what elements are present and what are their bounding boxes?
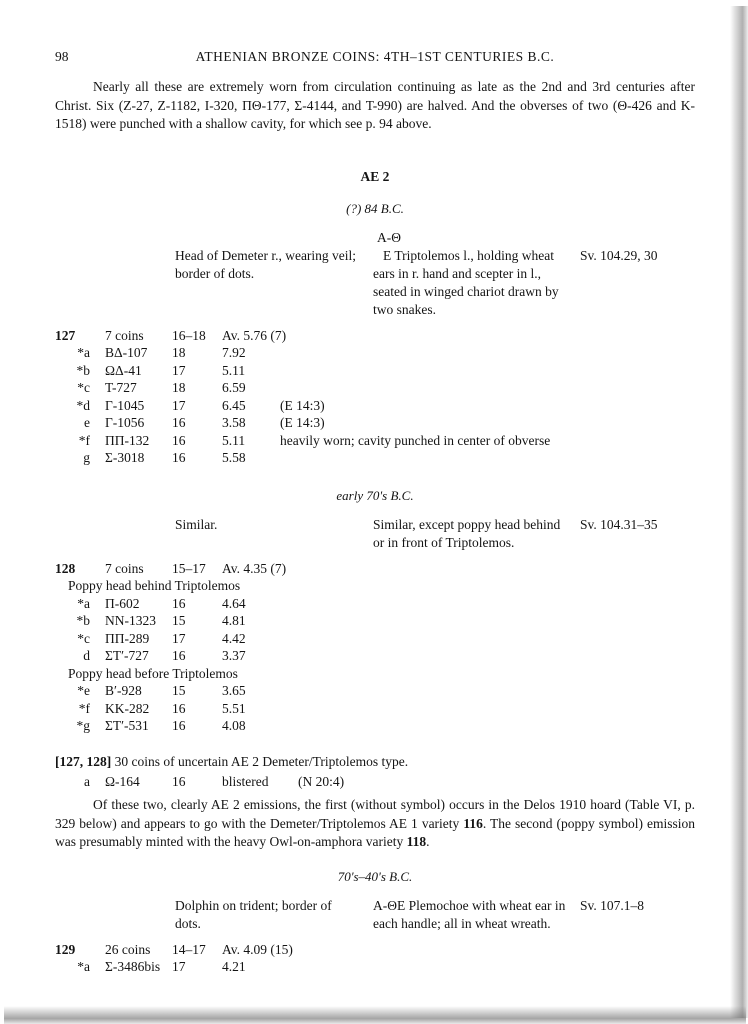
reverse-legend: A-Θ — [377, 229, 401, 245]
coin-note — [280, 362, 695, 380]
obverse-description: Dolphin on trident; border of dots. — [175, 897, 332, 931]
reverse-text: E Triptolemos l., holding wheat ears in r. hand and scepter in l., seated in winged chariot drawn by two snakes. — [373, 247, 559, 317]
coin-id: ΠΠ-289 — [105, 630, 150, 646]
catalog-reference: Sv. 104.29, 30 — [580, 247, 658, 263]
entry-number: 128 — [55, 560, 76, 576]
coin-letter: *c — [77, 380, 90, 395]
coin-letter: *a — [77, 345, 90, 360]
coin-note: (E 14:3) — [280, 415, 325, 430]
obverse-description: Similar. — [175, 516, 218, 532]
intro-paragraph: Nearly all these are extremely worn from circulation continuing as late as the 2nd and 3rd centuries after Christ. Six (Z-27, Z-1182, I-320, ΠΘ-177, Σ-4144, and T-990) are halved. And the obverses of two (Θ-426 and K-1518) were punched with a shallow cavity, for which see p. 94 above. — [55, 79, 695, 131]
coin-diameter: 17 — [172, 362, 186, 378]
coin-diameter: 16 — [172, 595, 186, 611]
discussion-text: . The second (poppy symbol) emission was presumably minted with the heavy Owl-on-amphora variety — [55, 815, 696, 849]
coin-letter: g — [83, 450, 90, 465]
type-description-group1 — [55, 229, 695, 319]
coin-weight: 5.11 — [222, 432, 246, 448]
coin-weight: 3.65 — [222, 683, 246, 698]
coin-letter: *f — [78, 432, 90, 448]
uncertain-entry — [55, 753, 695, 771]
coin-id: ΣT′-727 — [105, 648, 149, 663]
coin-diameter: 18 — [172, 345, 186, 360]
coin-note — [280, 647, 695, 665]
coin-id: KK-282 — [105, 700, 150, 716]
coin-note — [280, 682, 695, 700]
coin-table-129 — [55, 941, 695, 976]
coin-table-127 — [55, 327, 695, 467]
coin-letter: *b — [76, 362, 90, 378]
coin-letter: *b — [76, 613, 90, 628]
coin-note — [280, 630, 695, 648]
average-weight: Av. 4.09 (15) — [222, 941, 293, 957]
subgroup-label: Poppy head before Triptolemos — [68, 665, 238, 681]
coin-id: Σ-3486bis — [105, 959, 161, 974]
coin-letter: *d — [76, 397, 90, 413]
coin-letter: *c — [77, 630, 90, 646]
page-edge-shadow-right — [730, 6, 748, 1018]
coin-letter: e — [84, 415, 90, 430]
coin-id: B′-928 — [105, 683, 142, 698]
coin-note — [280, 612, 695, 630]
date-heading-group2: early 70's B.C. — [336, 487, 414, 503]
coin-weight: 6.45 — [222, 397, 246, 413]
coin-weight: 5.11 — [222, 362, 246, 378]
coin-diameter: 16 — [172, 415, 186, 430]
coin-id: BΔ-107 — [105, 345, 148, 360]
coin-table-128 — [55, 560, 695, 735]
coin-id: Γ-1045 — [105, 397, 145, 413]
type-description-group3 — [55, 897, 695, 933]
discussion-paragraph — [55, 796, 695, 852]
coin-letter: *f — [78, 700, 90, 716]
coin-diameter: 16 — [172, 648, 186, 663]
coin-note — [280, 449, 695, 467]
uncertain-coin-table — [55, 773, 695, 791]
coin-id: ΩΔ-41 — [105, 362, 142, 378]
reverse-description: Similar, except poppy head behind or in front of Triptolemos. — [373, 516, 561, 550]
uncertain-entry-text: 30 coins of uncertain AE 2 Demeter/Triptolemos type. — [111, 753, 409, 769]
coin-weight: 6.59 — [222, 380, 246, 395]
coin-letter: a — [84, 773, 90, 789]
coin-id: Σ-3018 — [105, 450, 145, 465]
coin-weight: 3.37 — [222, 648, 246, 663]
coin-note: (N 20:4) — [298, 773, 345, 789]
coin-weight: 4.42 — [222, 630, 246, 646]
coin-id: ΠΠ-132 — [105, 432, 150, 448]
coin-condition: blistered — [222, 773, 269, 789]
coin-count: 26 coins — [105, 941, 151, 957]
coin-weight: 5.51 — [222, 700, 246, 716]
coin-diameter: 17 — [172, 397, 186, 413]
running-header — [55, 48, 695, 66]
coin-diameter: 16 — [172, 450, 186, 465]
coin-id: Ω-164 — [105, 773, 140, 789]
average-weight: Av. 4.35 (7) — [222, 560, 287, 576]
coin-note — [280, 344, 695, 362]
subgroup-label: Poppy head behind Triptolemos — [68, 578, 241, 593]
reverse-description — [373, 229, 567, 319]
coin-diameter: 15 — [172, 613, 186, 628]
coin-note — [280, 595, 695, 613]
coin-count: 7 coins — [105, 327, 144, 343]
coin-diameter: 15 — [172, 683, 186, 698]
coin-note: (E 14:3) — [280, 397, 325, 413]
coin-letter: *e — [77, 683, 90, 698]
discussion-text: . — [426, 834, 430, 849]
coin-id: NN-1323 — [105, 613, 156, 628]
coin-count: 7 coins — [105, 560, 144, 576]
diameter-range: 16–18 — [172, 327, 206, 343]
entry-number: 129 — [55, 941, 76, 957]
coin-letter: d — [83, 648, 90, 663]
coin-weight: 4.21 — [222, 959, 246, 974]
date-heading-group3: 70's–40's B.C. — [337, 868, 413, 884]
catalog-reference: Sv. 107.1–8 — [580, 897, 645, 913]
coin-note — [280, 700, 695, 718]
coin-weight: 4.64 — [222, 595, 246, 611]
variety-reference: 118 — [406, 834, 427, 849]
type-description-group2 — [55, 516, 695, 552]
catalog-reference: Sv. 104.31–35 — [580, 516, 658, 532]
section-heading: AE 2 — [360, 168, 390, 184]
diameter-range: 14–17 — [172, 941, 206, 957]
page-edge-shadow-bottom — [4, 1006, 746, 1024]
coin-note: heavily worn; cavity punched in center of obverse — [280, 432, 551, 448]
coin-diameter: 16 — [172, 718, 186, 733]
coin-weight: 3.58 — [222, 415, 246, 430]
coin-id: ΣT′-531 — [105, 718, 149, 733]
obverse-description: Head of Demeter r., wearing veil; border of dots. — [175, 247, 357, 281]
coin-diameter: 16 — [172, 432, 186, 448]
page-title: ATHENIAN BRONZE COINS: 4TH–1ST CENTURIES B.C. — [195, 49, 555, 64]
coin-letter: *a — [77, 595, 90, 611]
page-content — [55, 48, 695, 976]
entry-number: 127 — [55, 327, 76, 343]
coin-id: Π-602 — [105, 595, 140, 611]
page-number: 98 — [55, 49, 69, 64]
coin-diameter: 17 — [172, 630, 186, 646]
coin-note — [280, 717, 695, 735]
discussion-text: Of these two, clearly AE 2 emissions, the first (without symbol) occurs in the Delos 1910 hoard (Table VI, p. 329 below) and appears to go with the Demeter/Triptolemos AE 1 variety — [55, 797, 695, 831]
uncertain-entry-numbers: [127, 128] — [55, 753, 112, 769]
coin-letter: *a — [77, 959, 90, 974]
date-heading-group1: (?) 84 B.C. — [346, 200, 404, 216]
coin-diameter: 16 — [172, 773, 186, 789]
coin-diameter: 16 — [172, 700, 186, 716]
variety-reference: 116 — [463, 815, 483, 831]
coin-id: Γ-1056 — [105, 415, 145, 430]
diameter-range: 15–17 — [172, 560, 206, 576]
coin-weight: 5.58 — [222, 450, 246, 465]
coin-letter: *g — [76, 718, 90, 733]
coin-note — [280, 379, 695, 397]
reverse-description: A-ΘE Plemochoe with wheat ear in each handle; all in wheat wreath. — [373, 897, 566, 931]
coin-note — [280, 958, 695, 976]
coin-diameter: 17 — [172, 959, 186, 974]
coin-weight: 4.81 — [222, 613, 246, 628]
coin-weight: 7.92 — [222, 345, 246, 360]
coin-weight: 4.08 — [222, 718, 246, 733]
coin-diameter: 18 — [172, 380, 186, 395]
average-weight: Av. 5.76 (7) — [222, 327, 287, 343]
coin-id: T-727 — [105, 380, 137, 395]
